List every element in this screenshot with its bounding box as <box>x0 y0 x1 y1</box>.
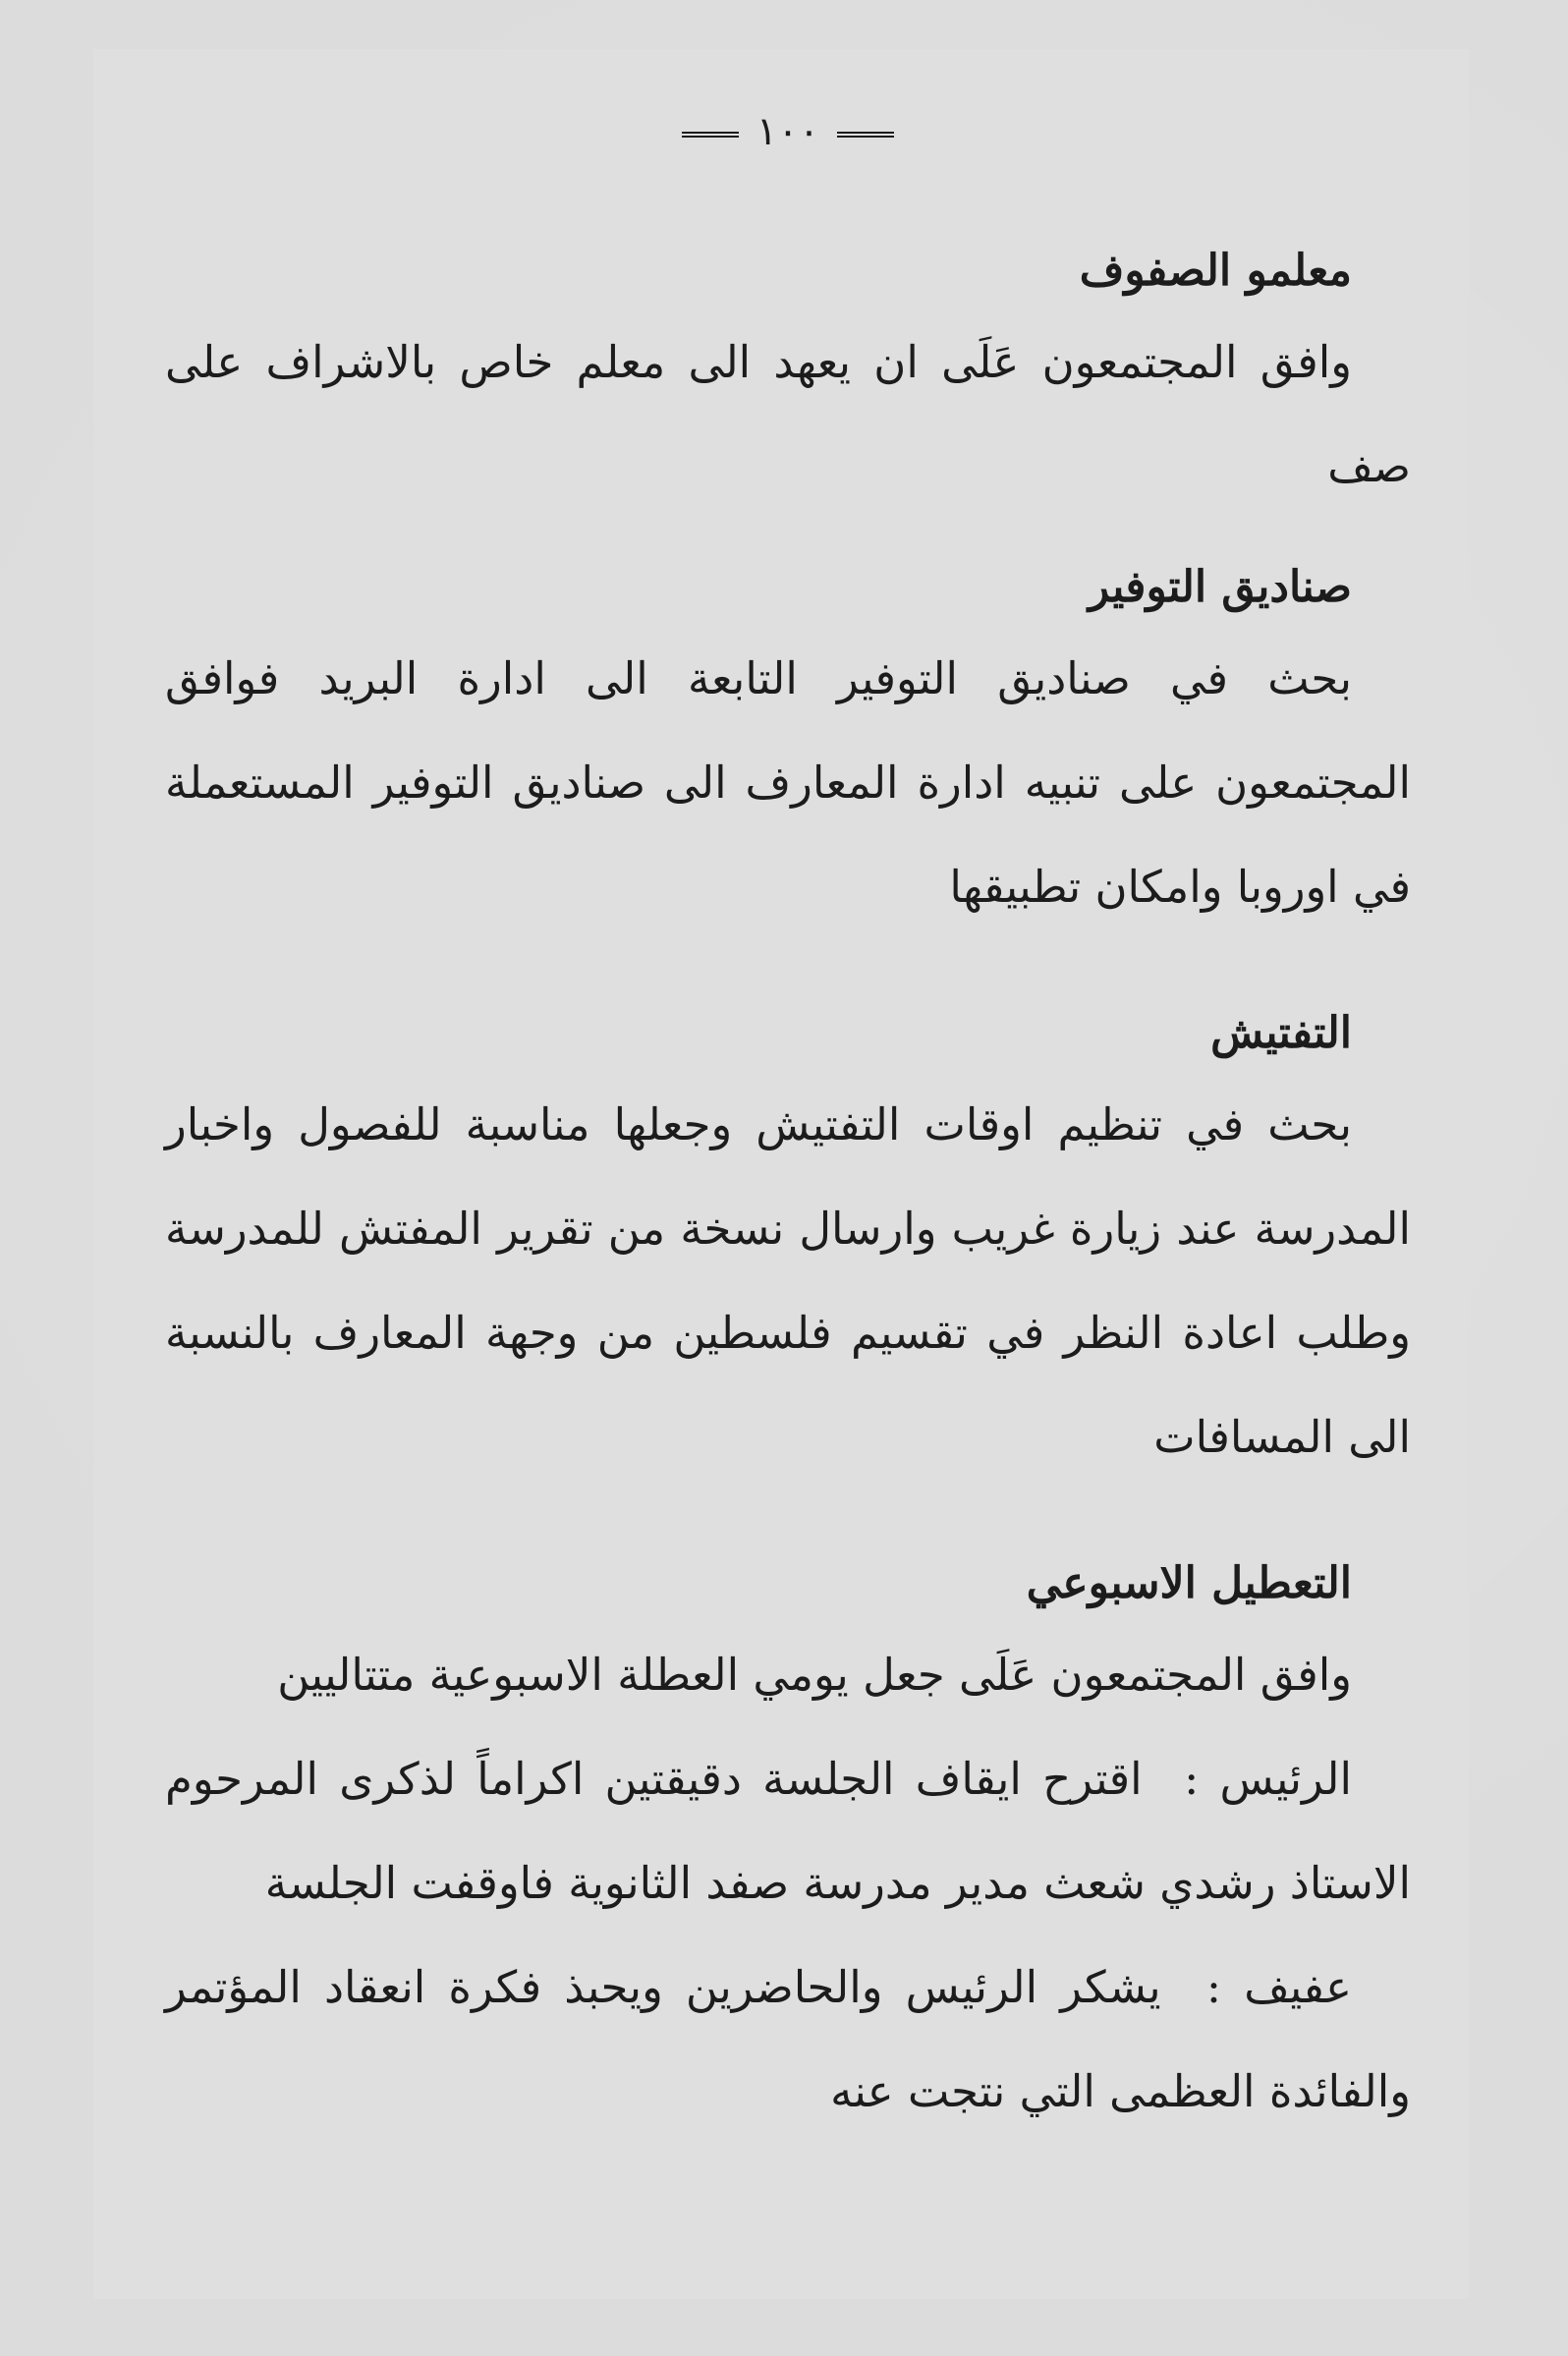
statement-afif <box>165 1935 1411 2144</box>
speaker-president: الرئيس : <box>1184 1753 1353 1805</box>
paragraph-savings-boxes: بحث في صناديق التوفير التابعة الى ادارة البريد فوافق المجتمعون على تنبيه ادارة المعارف الى صناديق التوفير المستعملة في اوروبا وامكان تطبيقها <box>165 652 1411 913</box>
speaker-afif: عفيف : <box>1205 1961 1353 2013</box>
page-number-header <box>165 108 1411 155</box>
section-title-savings-boxes: صناديق التوفير <box>1088 562 1352 612</box>
paragraph-class-teachers: وافق المجتمعون عَلَى ان يعهد الى معلم خاص بالاشراف على صف <box>165 336 1411 492</box>
page-content <box>165 108 1411 2144</box>
right-ornament-dash <box>837 132 894 138</box>
paragraph-inspection: بحث في تنظيم اوقات التفتيش وجعلها مناسبة للفصول واخبار المدرسة عند زيارة غريب وارسال نسخة من تقرير المفتش للمدرسة وطلب اعادة النظر في تقسيم فلسطين من وجهة المعارف بالنسبة الى المسافات <box>165 1098 1411 1463</box>
section-title-class-teachers: معلمو الصفوف <box>1079 246 1352 296</box>
statement-president-text: اقترح ايقاف الجلسة دقيقتين اكراماً لذكرى المرحوم الاستاذ رشدي شعث مدير مدرسة صفد الثانوية فاوقفت الجلسة <box>165 1753 1411 1909</box>
left-ornament-dash <box>682 132 739 138</box>
page-number: ١٠٠ <box>756 109 820 154</box>
section-title-weekly-holiday: التعطيل الاسبوعي <box>1026 1558 1352 1608</box>
statement-president <box>165 1727 1411 1935</box>
paragraph-weekly-holiday: وافق المجتمعون عَلَى جعل يومي العطلة الاسبوعية متتاليين <box>277 1649 1352 1701</box>
section-title-inspection: التفتيش <box>1210 1008 1352 1058</box>
statement-afif-text: يشكر الرئيس والحاضرين ويحبذ فكرة انعقاد المؤتمر والفائدة العظمى التي نتجت عنه <box>165 1961 1411 2117</box>
